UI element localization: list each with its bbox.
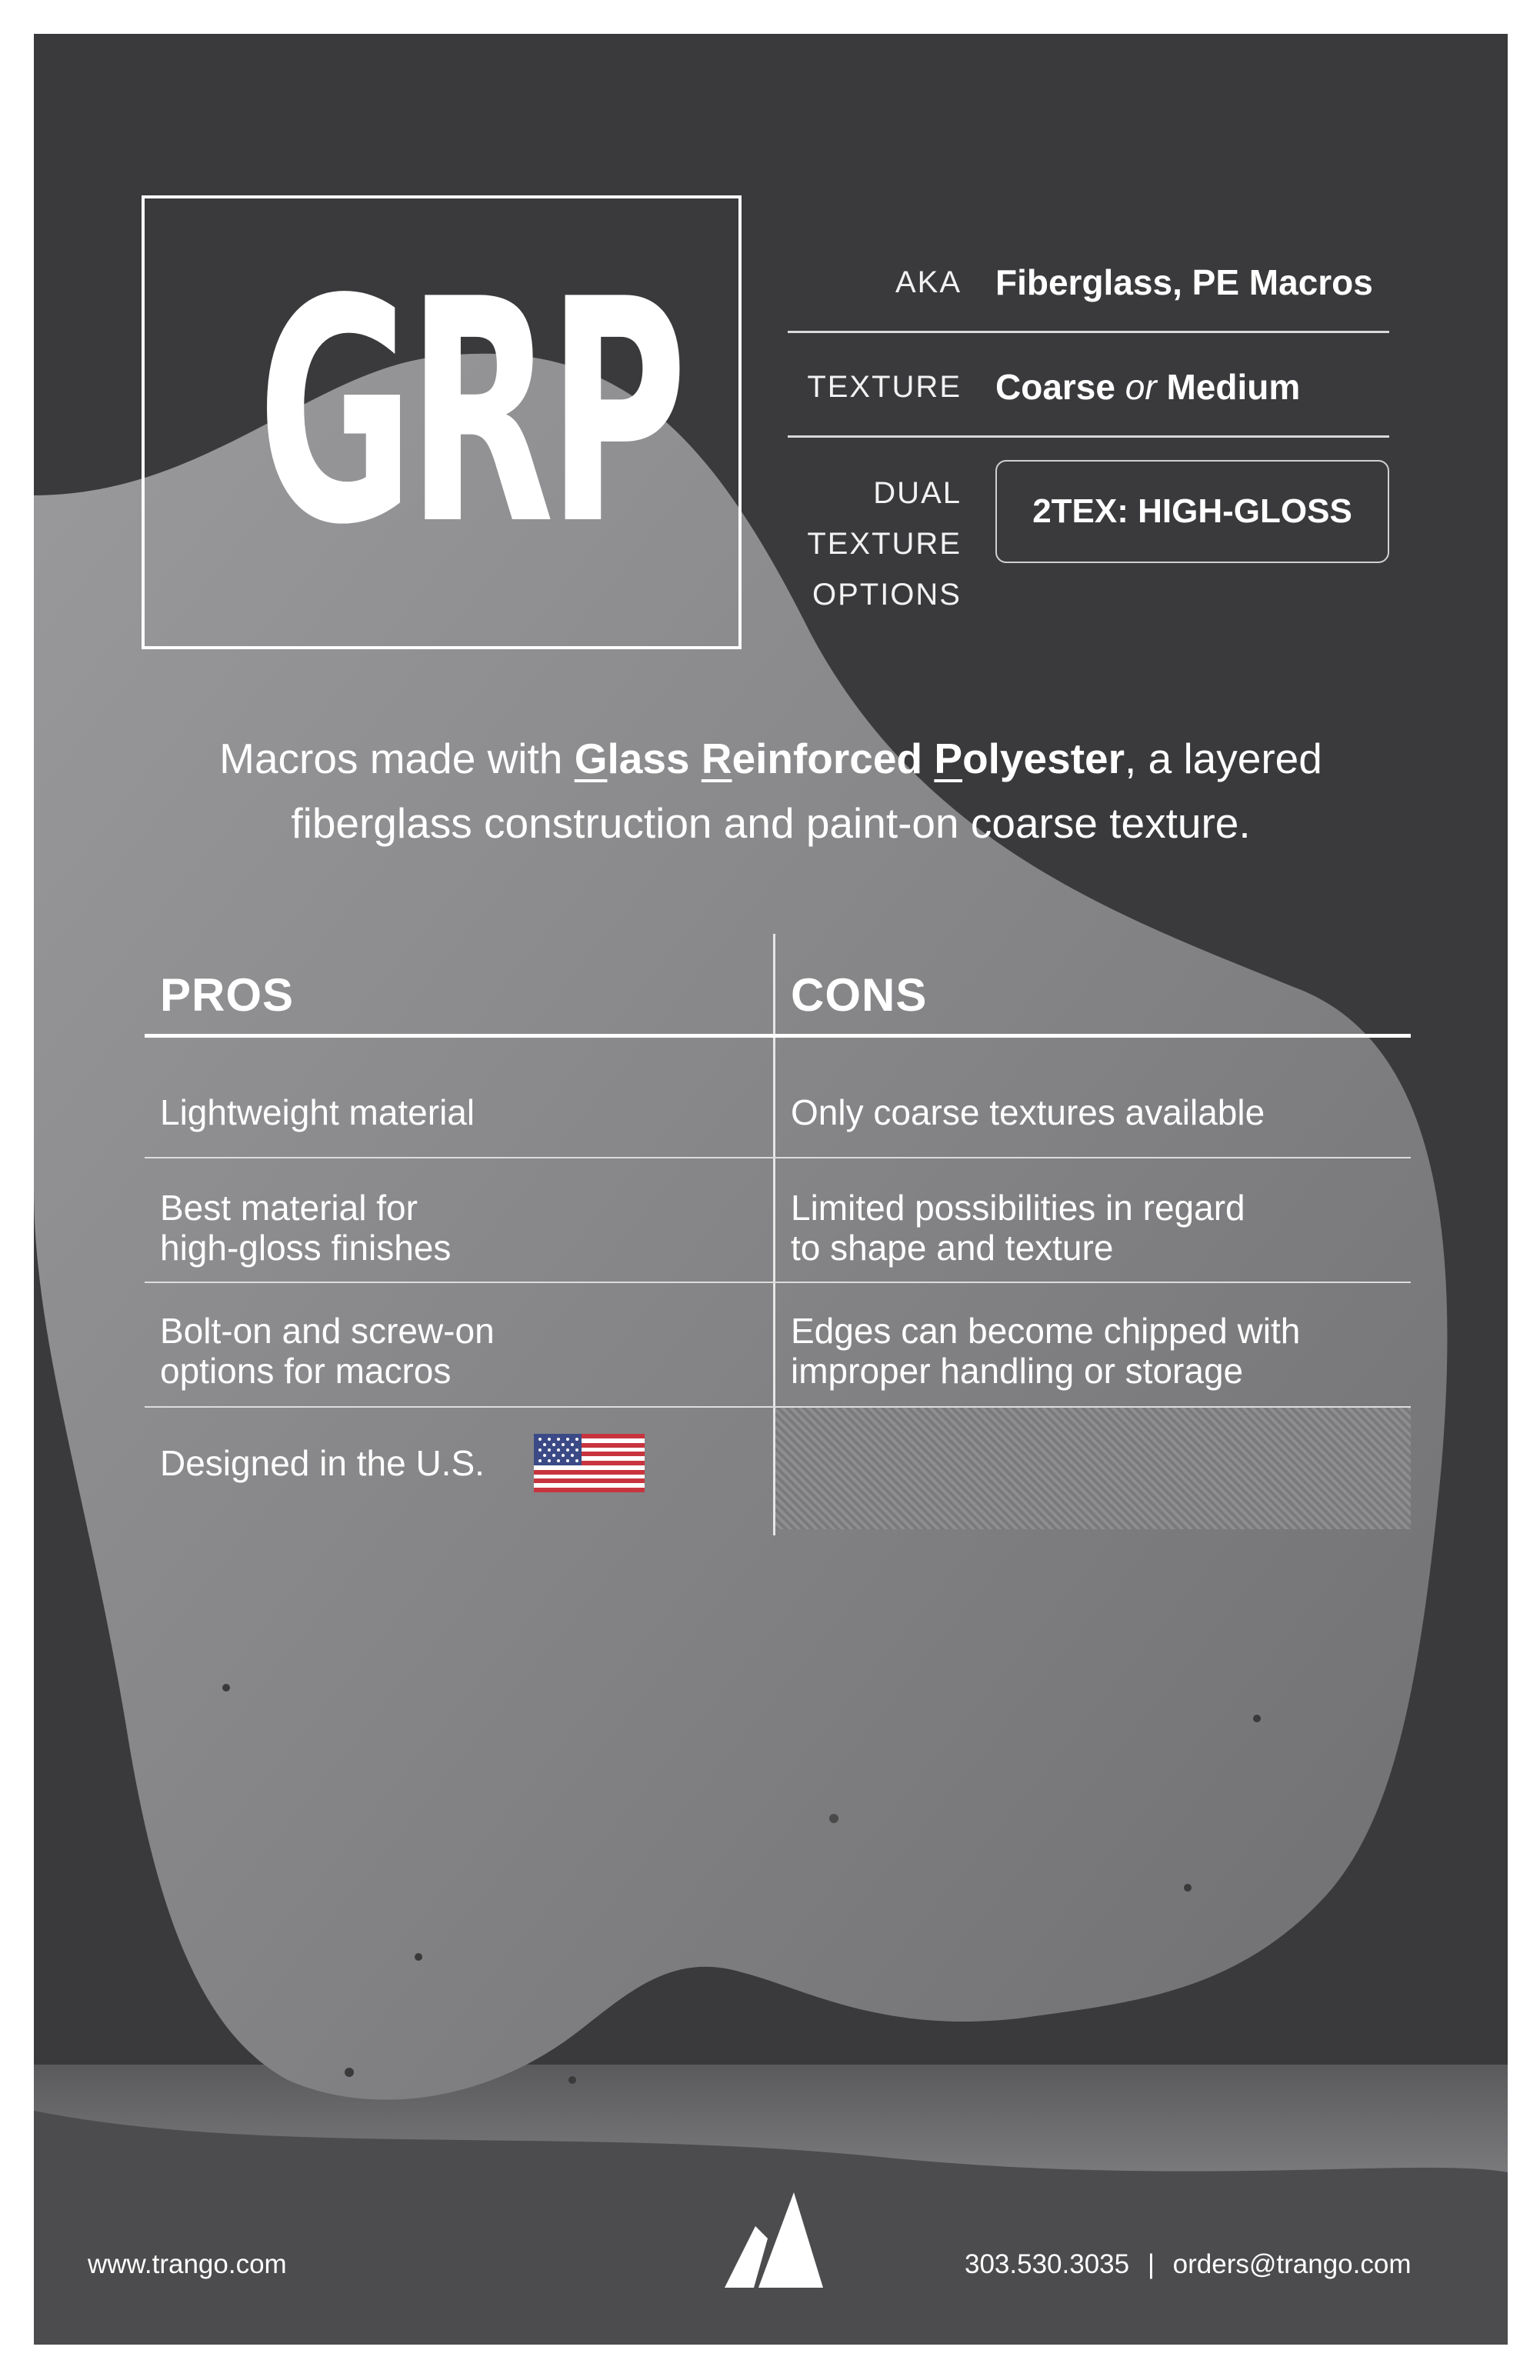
table-row-rule — [145, 1157, 1411, 1158]
footer-contact — [965, 2249, 1412, 2280]
cons-cell: Limited possibilities in regard to shape and texture — [791, 1188, 1245, 1268]
trango-logo-icon — [725, 2192, 823, 2288]
empty-cons-cell-hatch — [775, 1408, 1411, 1529]
logo-box — [142, 195, 742, 649]
texture-label: TEXTURE — [807, 370, 962, 404]
cons-cell: Edges can become chipped with improper handling or storage — [791, 1311, 1301, 1391]
pros-cell: Bolt-on and screw-on options for macros — [160, 1311, 495, 1391]
aka-value: Fiberglass, PE Macros — [995, 262, 1373, 302]
cons-cell: Only coarse textures available — [791, 1092, 1265, 1132]
texture-value-or: or — [1125, 367, 1157, 407]
pros-cell: Lightweight material — [160, 1092, 475, 1132]
texture-value-coarse: Coarse — [995, 367, 1115, 407]
texture-value-medium: Medium — [1166, 367, 1301, 407]
cons-header: CONS — [791, 969, 928, 1021]
pros-cell: Best material for high-gloss finishes — [160, 1188, 452, 1268]
footer-website[interactable]: www.trango.com — [88, 2249, 287, 2279]
table-row-rule — [145, 1282, 1411, 1283]
dual-label-line2: TEXTURE — [807, 527, 962, 561]
poster — [34, 34, 1508, 2345]
description — [126, 726, 1415, 855]
table-header-rule — [145, 1034, 1411, 1038]
aka-label: AKA — [895, 265, 962, 299]
spec-divider — [788, 331, 1389, 333]
dual-texture-badge: 2TEX: HIGH-GLOSS — [995, 460, 1389, 563]
texture-value — [995, 362, 1300, 412]
description-line1: Macros made with Glass Reinforced Polyester, a layered — [219, 735, 1322, 782]
footer-phone[interactable]: 303.530.3035 — [965, 2249, 1130, 2279]
logo-title: GRP — [257, 235, 681, 592]
dual-label-line3: OPTIONS — [812, 578, 962, 612]
pros-cell: Designed in the U.S. — [160, 1443, 485, 1483]
dual-label-line1: DUAL — [873, 476, 962, 510]
pros-header: PROS — [160, 969, 295, 1021]
footer-email[interactable]: orders@trango.com — [1172, 2249, 1412, 2279]
footer-separator: | — [1147, 2249, 1155, 2279]
description-line2: fiberglass construction and paint-on coarse texture. — [291, 799, 1251, 847]
spec-divider — [788, 435, 1389, 438]
us-flag-icon — [534, 1434, 645, 1492]
